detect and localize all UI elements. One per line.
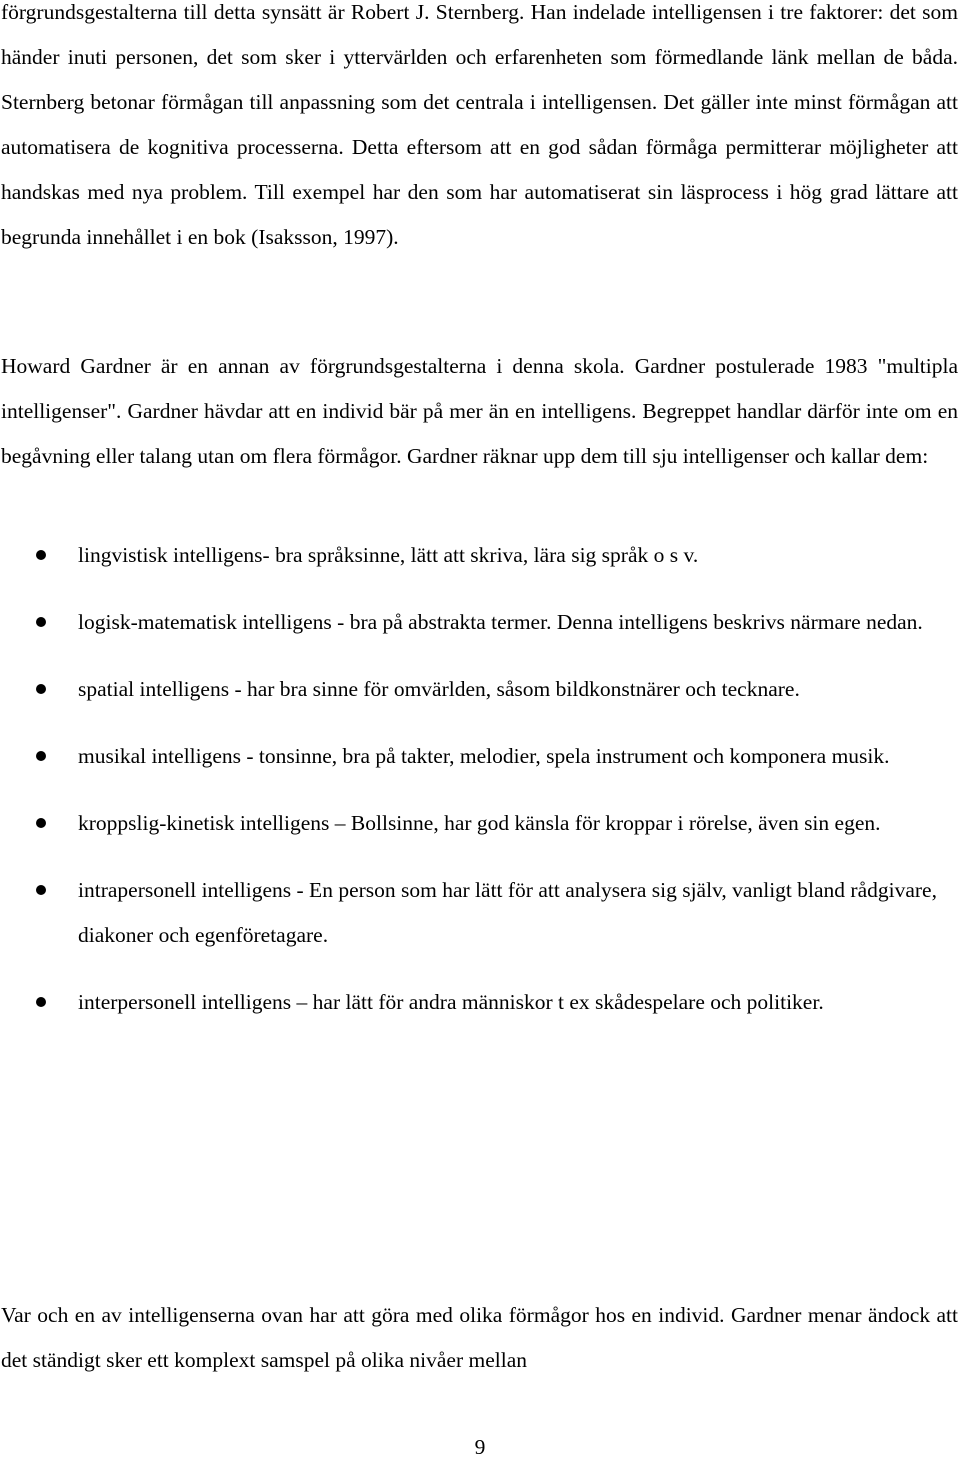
bullet-icon [36,997,46,1007]
bullet-icon [36,617,46,627]
bullet-icon [36,818,46,828]
list-item-text: kroppslig-kinetisk intelligens – Bollsinne, har god känsla för kroppar i rörelse, även sin egen. [78,811,881,835]
list-item-intrapersonal [0,868,944,958]
paragraph-sternberg: förgrundsgestalterna till detta synsätt är Robert J. Sternberg. Han indelade intelligensen i tre faktorer: det som händer inuti personen, det som sker i yttervärlden och erfarenheten som förmedlande länk mellan de båda. Sternberg betonar förmågan till anpassning som det centrala i intelligensen. Det gäller inte minst förmågan att automatisera de kognitiva processerna. Detta eftersom att en god sådan förmåga permitterar möjligheter att handskas med nya problem. Till exempel har den som har automatiserat sin läsprocess i hög grad lättare att begrunda innehållet i en bok (Isaksson, 1997). [1,0,958,249]
list-item-bodily-kinesthetic [0,801,944,846]
list-item-text: musikal intelligens - tonsinne, bra på takter, melodier, spela instrument och komponera musik. [78,744,890,768]
list-item-linguistic [0,533,944,578]
bullet-icon [36,885,46,895]
list-item-musical [0,734,944,779]
bullet-icon [36,684,46,694]
list-item-spatial [0,667,944,712]
page-number: 9 [474,1435,486,1459]
list-item-logical-mathematical [0,600,944,645]
paragraph-interplay: Var och en av intelligenserna ovan har att göra med olika förmågor hos en individ. Gardner menar ändock att det ständigt sker ett komplext samspel på olika nivåer mellan [1,1303,958,1372]
paragraph-gardner: Howard Gardner är en annan av förgrundsgestalterna i denna skola. Gardner postulerade 1983 "multipla intelligenser". Gardner hävdar att en individ bär på mer än en intelligens. Begreppet handlar därför inte om en begåvning eller talang utan om flera förmågor. Gardner räknar upp dem till sju intelligenser och kallar dem: [1,354,958,468]
bullet-icon [36,550,46,560]
list-item-text: spatial intelligens - har bra sinne för omvärlden, såsom bildkonstnärer och tecknare. [78,677,800,701]
list-item-interpersonal [0,980,944,1025]
bullet-icon [36,751,46,761]
list-item-text: logisk-matematisk intelligens - bra på abstrakta termer. Denna intelligens beskrivs närmare nedan. [78,610,923,634]
list-item-text: lingvistisk intelligens- bra språksinne, lätt att skriva, lära sig språk o s v. [78,543,699,567]
intelligences-list [0,533,960,1047]
list-item-text: intrapersonell intelligens - En person som har lätt för att analysera sig själv, vanligt bland rådgivare, diakoner och egenföretagare. [78,878,937,947]
list-item-text: interpersonell intelligens – har lätt för andra människor t ex skådespelare och politiker. [78,990,824,1014]
